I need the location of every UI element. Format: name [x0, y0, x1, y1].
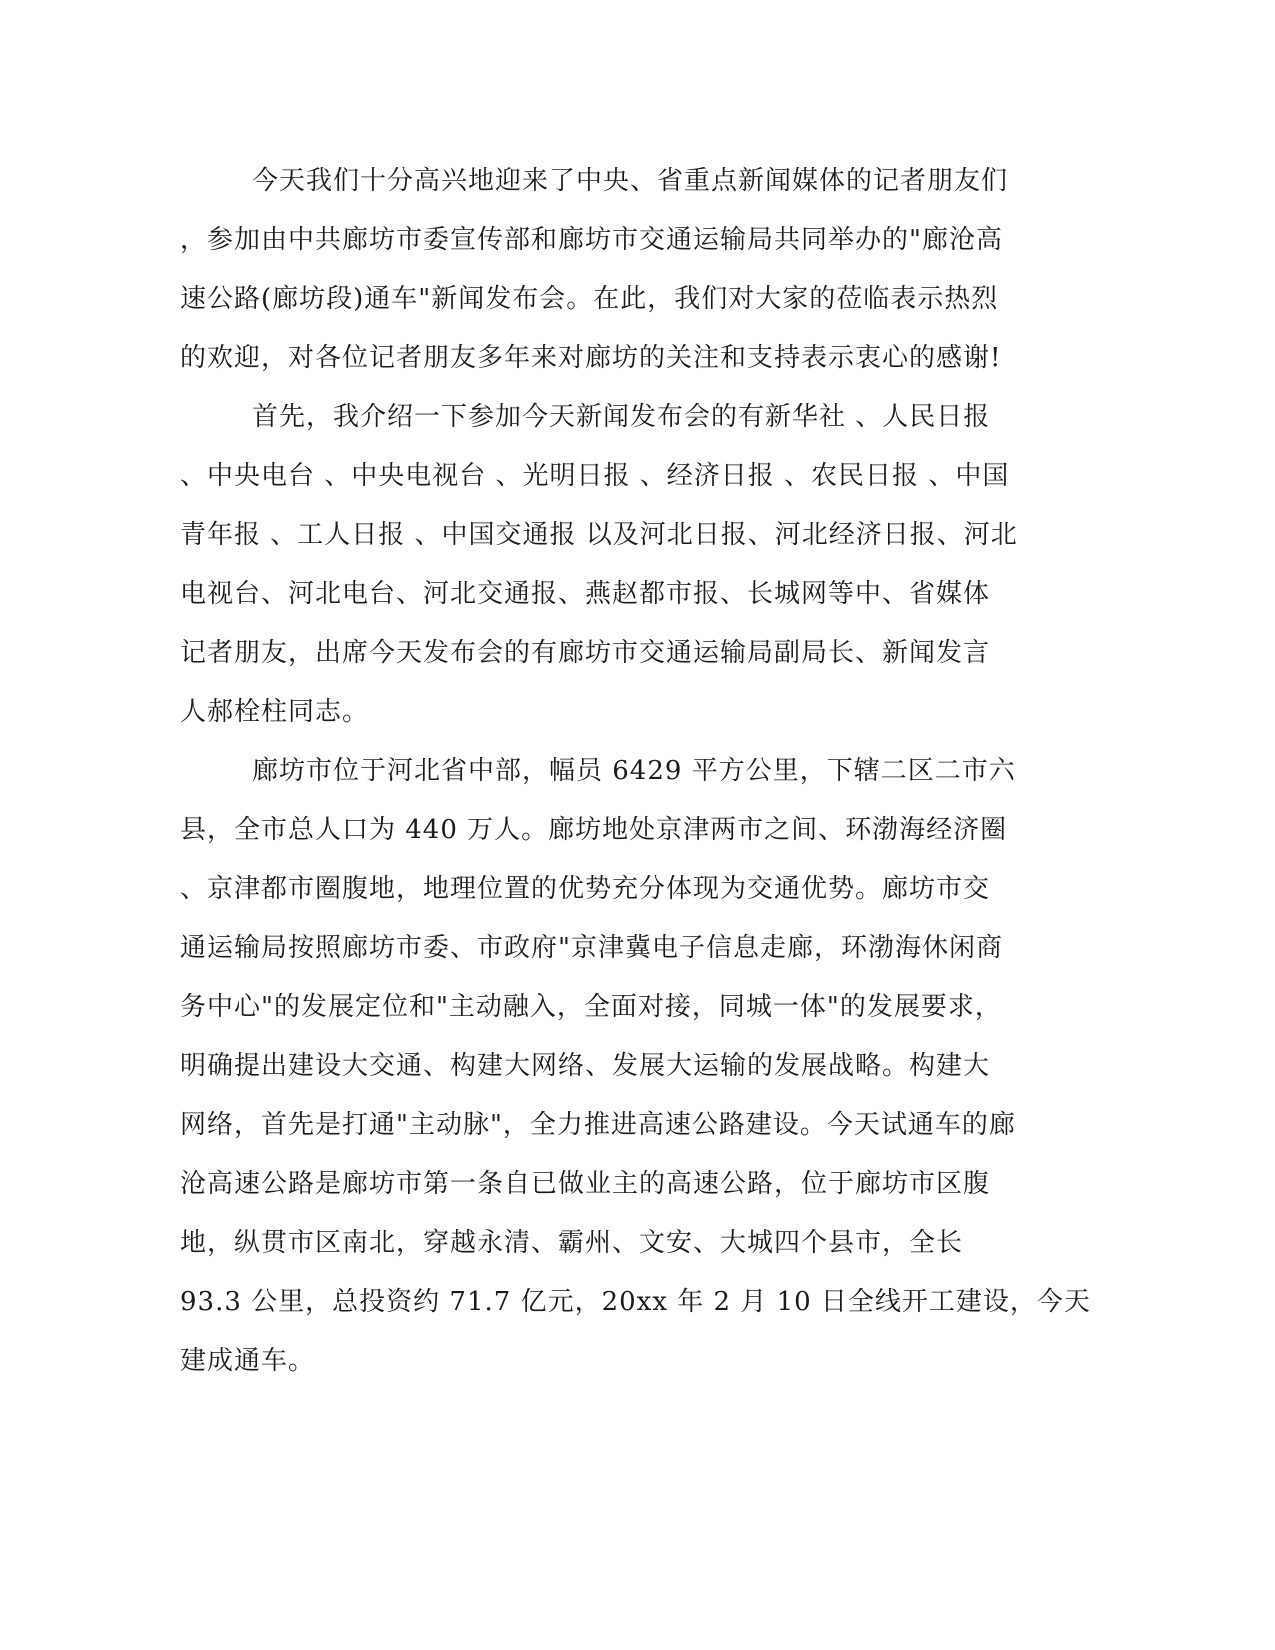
text-line: 青年报 、工人日报 、中国交通报 以及河北日报、河北经济日报、河北	[180, 520, 1018, 550]
text-line: 记者朋友，出席今天发布会的有廊坊市交通运输局副局长、新闻发言	[180, 638, 991, 668]
text-line: 速公路(廊坊段)通车"新闻发布会。在此，我们对大家的莅临表示热烈	[180, 284, 999, 314]
text-line: 今天我们十分高兴地迎来了中央、省重点新闻媒体的记者朋友们	[252, 166, 1009, 196]
text-line: 建成通车。	[180, 1346, 316, 1376]
text-line: 首先，我介绍一下参加今天新闻发布会的有新华社 、人民日报	[252, 402, 991, 432]
text-line: 务中心"的发展定位和"主动融入，全面对接，同城一体"的发展要求，	[180, 992, 1002, 1022]
text-line: 沧高速公路是廊坊市第一条自已做业主的高速公路，位于廊坊市区腹	[180, 1169, 991, 1199]
text-line: 电视台、河北电台、河北交通报、燕赵都市报、长城网等中、省媒体	[180, 579, 991, 609]
text-line: 的欢迎，对各位记者朋友多年来对廊坊的关注和支持表示衷心的感谢!	[180, 343, 1002, 373]
text-line: 廊坊市位于河北省中部，幅员 6429 平方公里，下辖二区二市六	[252, 756, 1016, 786]
text-line: ，参加由中共廊坊市委宣传部和廊坊市交通运输局共同举办的"廊沧高	[180, 225, 1003, 255]
text-line: 人郝栓柱同志。	[180, 697, 370, 727]
paragraph-attendees	[180, 388, 1040, 742]
text-line: 、京津都市圈腹地，地理位置的优势充分体现为交通优势。廊坊市交	[180, 874, 991, 904]
text-line: 、中央电台 、中央电视台 、光明日报 、经济日报 、农民日报 、中国	[180, 461, 1010, 491]
text-line: 明确提出建设大交通、构建大网络、发展大运输的发展战略。构建大	[180, 1051, 991, 1081]
text-line: 通运输局按照廊坊市委、市政府"京津冀电子信息走廊，环渤海休闲商	[180, 933, 1003, 963]
text-line: 地，纵贯市区南北，穿越永清、霸州、文安、大城四个县市，全长	[180, 1228, 964, 1258]
text-line: 93.3 公里，总投资约 71.7 亿元，20xx 年 2 月 10 日全线开工建设，今天	[180, 1287, 1091, 1317]
text-line: 网络，首先是打通"主动脉"，全力推进高速公路建设。今天试通车的廊	[180, 1110, 1016, 1140]
document-body	[180, 152, 1091, 1391]
paragraph-langfang-overview	[180, 742, 1091, 1391]
text-line: 县，全市总人口为 440 万人。廊坊地处京津两市之间、环渤海经济圈	[180, 815, 1008, 845]
paragraph-welcome	[180, 152, 1040, 388]
